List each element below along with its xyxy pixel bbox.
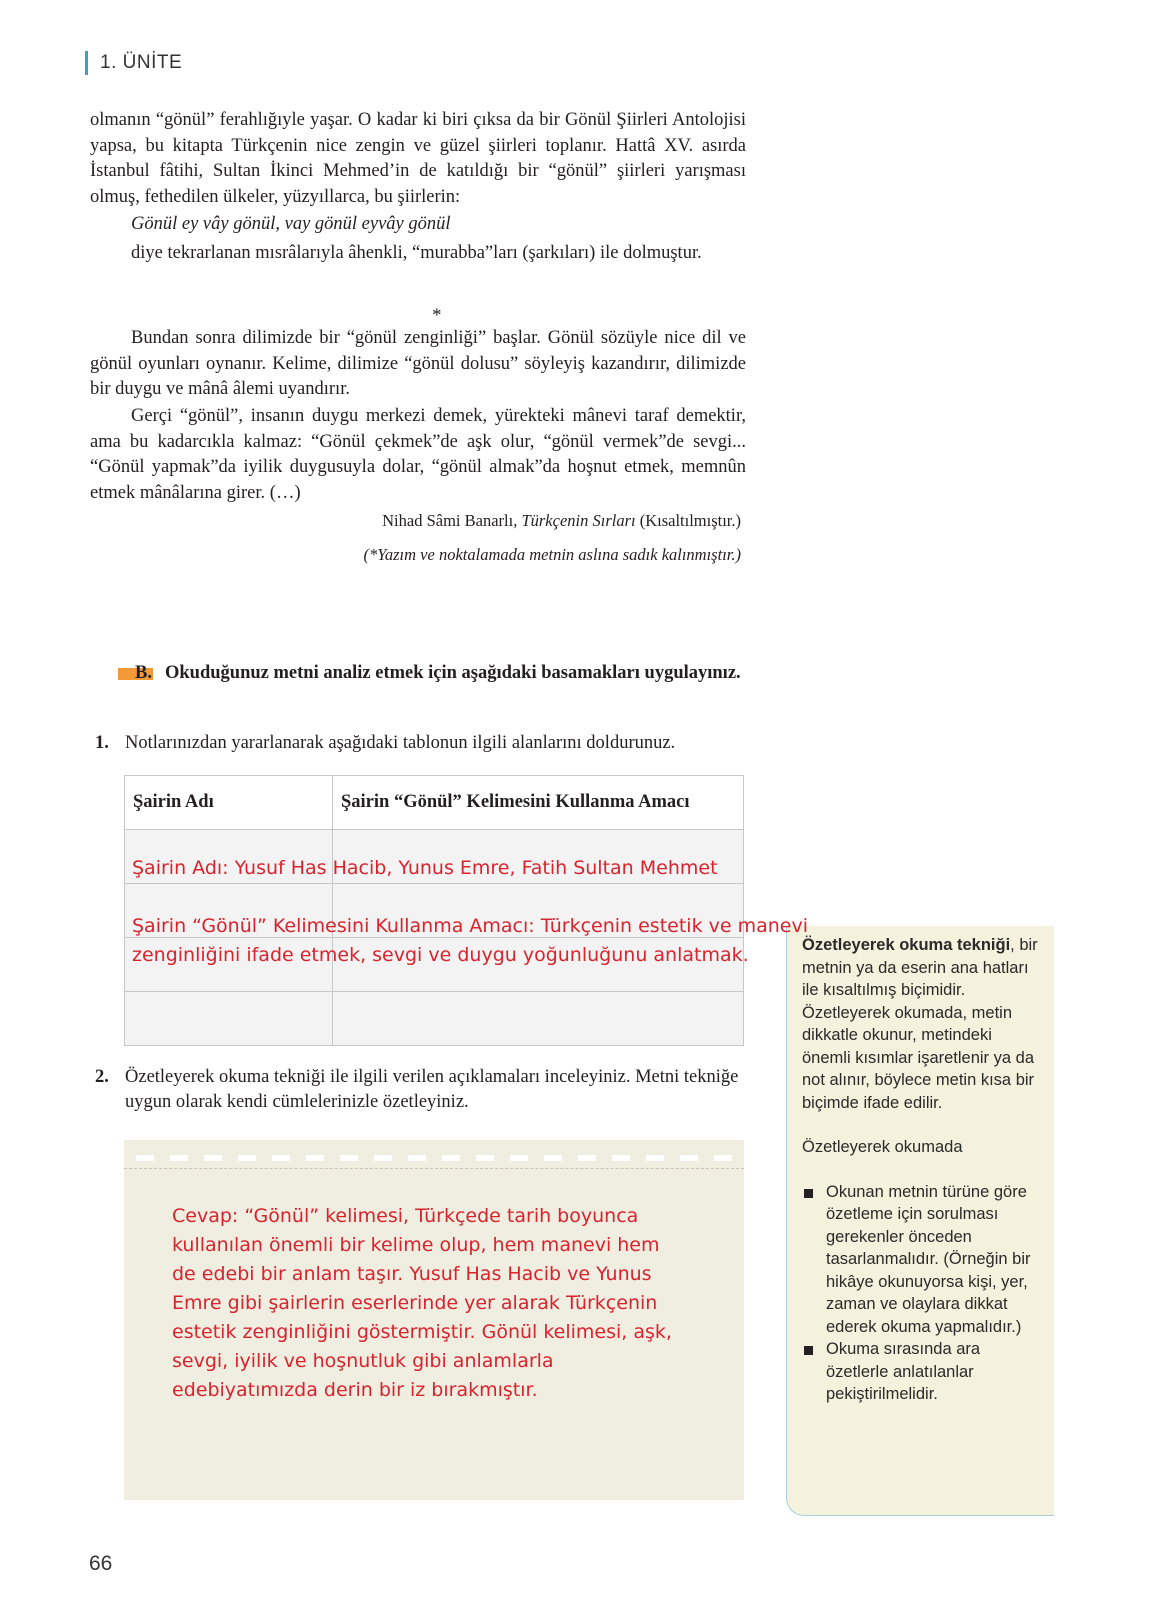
passage-paragraph-3: Bundan sonra dilimizde bir “gönül zenginliği” başlar. Gönül sözüyle nice dil ve gönül oyunları oynanır. Kelime, dilimize “gönül dolusu” söyleyiş kazandırır, dilimizde bir duygu ve mânâ âlemi uyandırır. [90, 328, 746, 399]
sidebar-bullet-list [802, 1181, 1042, 1406]
sidebar-definition: , bir metnin ya da eserin ana hatları ile kısaltılmış biçimidir. Özetleyerek okumada, metin dikkatle okunur, metindeki önemli kısımlar işaretlenir ya da not alınır, böylece metin kısa bir biçimde ifade edilir. [802, 936, 1038, 1112]
header-accent-bar [85, 51, 88, 75]
question-text: Notlarınızdan yararlanarak aşağıdaki tablonun ilgili alanlarını doldurunuz. [125, 733, 676, 753]
page-number: 66 [89, 1552, 113, 1575]
answer-box-divider [124, 1168, 744, 1169]
question-2 [95, 1065, 745, 1115]
sidebar-bullet: Okuma sırasında ara özetlerle anlatılanlar pekiştirilmelidir. [802, 1338, 1042, 1406]
unit-header [85, 50, 182, 76]
passage-paragraph-1: olmanın “gönül” ferahlığıyle yaşar. O kadar ki biri çıksa da bir Gönül Şiirleri Antolojisi yapsa, bu kitapta Türkçenin nice zengin ve güzel şiirleri toplanır. Hattâ XV. asırda İstanbul fâtihi, Sultan İkinci Mehmed’in de katıldığı bir “gönül” şiirleri yarışması olmuş, fethedilen ülkeler, yüzyıllarca, bu şiirlerin: [90, 110, 746, 207]
answer-box-dashed-edge [136, 1155, 736, 1161]
source-disclaimer: (*Yazım ve noktalamada metnin aslına sadık kalınmıştır.) [363, 545, 741, 564]
table-cell[interactable] [125, 992, 333, 1046]
question-1 [95, 731, 745, 756]
bullet-square-icon [804, 1189, 813, 1198]
source-book-title: Türkçenin Sırları [521, 511, 636, 530]
sidebar-subheading: Özetleyerek okumada [802, 1138, 963, 1156]
bullet-square-icon [804, 1346, 813, 1355]
handwritten-purpose-line-2: zenginliğini ifade etmek, sevgi ve duygu yoğunluğunu anlatmak. [132, 944, 749, 966]
sidebar-term: Özetleyerek okuma tekniği [802, 936, 1011, 954]
passage-paragraph-2: diye tekrarlanan mısrâlarıyla âhenkli, “murabba”ları (şarkıları) ile dolmuştur. [131, 243, 702, 263]
table-header-poet-name: Şairin Adı [125, 776, 333, 830]
question-number: 1. [95, 733, 109, 753]
handwritten-poet-names: Şairin Adı: Yusuf Has Hacib, Yunus Emre, Fatih Sultan Mehmet [132, 857, 718, 879]
source-citation: Nihad Sâmi Banarlı, Türkçenin Sırları (Kısaltılmıştır.) [382, 511, 741, 530]
question-number: 2. [95, 1067, 109, 1087]
table-header-purpose: Şairin “Gönül” Kelimesini Kullanma Amacı [333, 776, 744, 830]
section-letter: B. [135, 663, 152, 683]
table-cell[interactable] [333, 992, 744, 1046]
question-text: Özetleyerek okuma tekniği ile ilgili verilen açıklamaları inceleyiniz. Metni tekniğe uygun olarak kendi cümlelerinizle özetleyiniz. [125, 1067, 739, 1112]
passage-paragraph-4: Gerçi “gönül”, insanın duygu merkezi demek, yürekteki mânevi taraf demektir, ama bu kadarcıkla kalmaz: “Gönül çekmek”de aşk olur, “gönül vermek”de sevgi... “Gönül yapmak”da iyilik duygusuyla dolar, “gönül almak”da hoşnut etmek, memnûn etmek mânâlarına girer. (…) [90, 406, 746, 503]
section-instruction: Okuduğunuz metni analiz etmek için aşağıdaki basamakları uygulayınız. [165, 663, 741, 683]
handwritten-answer: Cevap: “Gönül” kelimesi, Türkçede tarih boyunca kullanılan önemli bir kelime olup, hem manevi hem de edebi bir anlam taşır. Yusuf Has Hacib ve Yunus Emre gibi şairlerin eserlerinde yer alarak Türkçenin estetik zenginliğini göstermiştir. Gönül kelimesi, aşk, sevgi, iyilik ve hoşnutluk gibi anlamlarla edebiyatımızda derin bir iz bırakmıştır. [172, 1205, 672, 1401]
section-b-heading [135, 660, 765, 686]
unit-title: 1. ÜNİTE [100, 52, 183, 73]
info-sidebar-text [802, 934, 1042, 1406]
handwritten-purpose-line-1: Şairin “Gönül” Kelimesini Kullanma Amacı: Türkçenin estetik ve manevi [132, 915, 808, 937]
section-separator-star: * [432, 305, 442, 326]
passage-verse: Gönül ey vây gönül, vay gönül eyvây gönül [131, 214, 451, 234]
poet-notes-table [124, 775, 744, 1046]
sidebar-bullet: Okunan metnin türüne göre özetleme için sorulması gerekenler önceden tasarlanmalıdır. (Örneğin bir hikâye okunuyorsa kişi, yer, zaman ve olaylara dikkat ederek okuma yapmalıdır.) [802, 1181, 1042, 1339]
